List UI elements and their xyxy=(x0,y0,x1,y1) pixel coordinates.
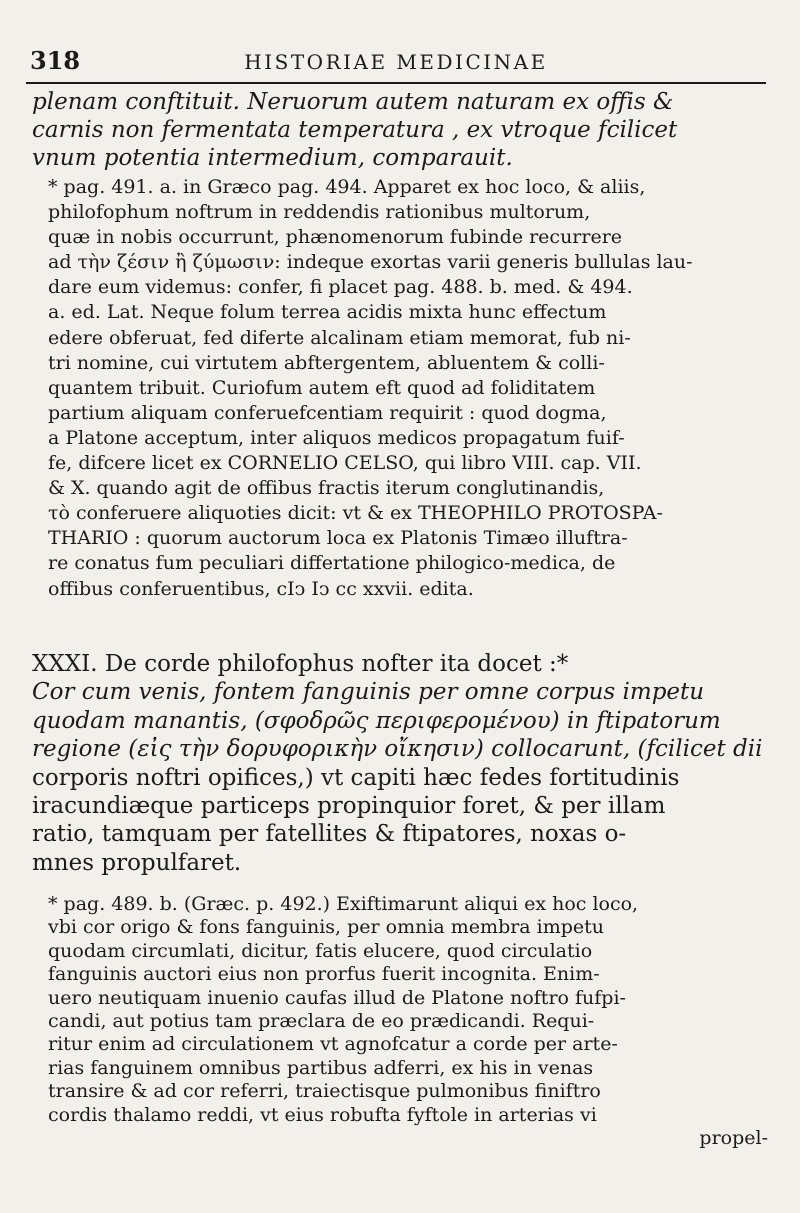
text-line: quæ in nobis occurrunt, phænomenorum fubinde recurrere xyxy=(48,226,623,249)
text-line: rias fanguinem omnibus partibus adferri, ex his in venas xyxy=(48,1056,594,1079)
section-heading-line: XXXI. De corde philofophus nofter ita docet :* xyxy=(32,651,569,677)
footnote-first xyxy=(48,175,768,602)
text-line: * pag. 489. b. (Græc. p. 492.) Exiftimarunt aliqui ex hoc loco, xyxy=(48,893,639,915)
text-line: uero neutiquam inuenio caufas illud de Platone noftro fufpi- xyxy=(48,986,626,1009)
text-line: transire & ad cor referri, traiectisque pulmonibus finiftro xyxy=(48,1080,601,1103)
text-line: vnum potentia intermedium, comparauit. xyxy=(32,145,513,171)
text-line: cordis thalamo reddi, vt eius robufta fyftole in arterias vi xyxy=(48,1103,597,1126)
text-line: τὸ conferuere aliquoties dicit: vt & ex THEOPHILO PROTOSPA- xyxy=(48,502,663,525)
text-line: offibus conferuentibus, cIↄ Iↄ cc xxvii. edita. xyxy=(48,577,474,600)
text-line: carnis non fermentata temperatura , ex vtroque fcilicet xyxy=(32,117,678,143)
text-line: dare eum videmus: confer, fi placet pag. 488. b. med. & 494. xyxy=(48,276,633,299)
text-line: ratio, tamquam per fatellites & ftipatores, noxas o- xyxy=(32,821,627,848)
text-line: corporis noftri opifices,) vt capiti hæc fedes fortitudinis xyxy=(32,764,680,791)
text-line: Cor cum venis, fontem fanguinis per omne corpus impetu xyxy=(32,679,705,706)
opening-paragraph xyxy=(32,88,767,172)
text-line: quodam manantis, (σφοδρῶς περιφερομένου) in ftipatorum xyxy=(32,707,721,734)
text-line: quantem tribuit. Curiofum autem eft quod ad foliditatem xyxy=(48,376,596,399)
catchword: propel- xyxy=(699,1127,768,1150)
text-line: partium aliquam conferuefcentiam requirit : quod dogma, xyxy=(48,401,607,424)
text-line: edere obferuat, fed diferte alcalinam etiam memorat, fub ni- xyxy=(48,326,631,349)
text-line: regione (εἰς τὴν δορυφορικὴν οἴκησιν) collocarunt, (fcilicet dii xyxy=(32,736,763,763)
page-header xyxy=(26,44,766,78)
page-number: 318 xyxy=(30,46,81,75)
running-title: HISTORIAE MEDICINAE xyxy=(244,50,548,74)
text-line: mnes propulfaret. xyxy=(32,849,242,876)
text-line: a Platone acceptum, inter aliquos medicos propagatum fuif- xyxy=(48,426,625,449)
text-line: philofophum noftrum in reddendis rationibus multorum, xyxy=(48,201,591,224)
text-line: plenam conftituit. Neruorum autem naturam ex offis & xyxy=(32,89,674,115)
text-line: vbi cor origo & fons fanguinis, per omnia membra impetu xyxy=(48,916,605,939)
text-line: fanguinis auctori eius non prorfus fuerit incognita. Enim- xyxy=(48,963,600,986)
text-line: iracundiæque particeps propinquior foret, & per illam xyxy=(32,793,666,820)
text-line: quodam circumlati, dicitur, fatis elucere, quod circulatio xyxy=(48,939,593,962)
text-line: fe, difcere licet ex CORNELIO CELSO, qui libro VIII. cap. VII. xyxy=(48,452,642,475)
text-line: & X. quando agit de offibus fractis iterum conglutinandis, xyxy=(48,477,605,500)
section-xxxi xyxy=(32,650,767,877)
text-line: ritur enim ad circulationem vt agnofcatur a corde per arte- xyxy=(48,1033,618,1056)
text-line: a. ed. Lat. Neque folum terrea acidis mixta hunc effectum xyxy=(48,301,607,324)
text-line: re conatus fum peculiari differtatione philogico-medica, de xyxy=(48,552,616,575)
footnote-second xyxy=(48,893,768,1150)
header-rule xyxy=(26,82,766,84)
text-line: candi, aut potius tam præclara de eo prædicandi. Requi- xyxy=(48,1010,595,1033)
text-line: * pag. 491. a. in Græco pag. 494. Apparet ex hoc loco, & aliis, xyxy=(48,176,646,198)
text-line: ad τὴν ζέσιν ἢ ζύμωσιν: indeque exortas varii generis bullulas lau- xyxy=(48,251,693,274)
text-line: tri nomine, cui virtutem abftergentem, abluentem & colli- xyxy=(48,351,605,374)
text-line: THARIO : quorum auctorum loca ex Platonis Timæo illuftra- xyxy=(48,527,628,550)
